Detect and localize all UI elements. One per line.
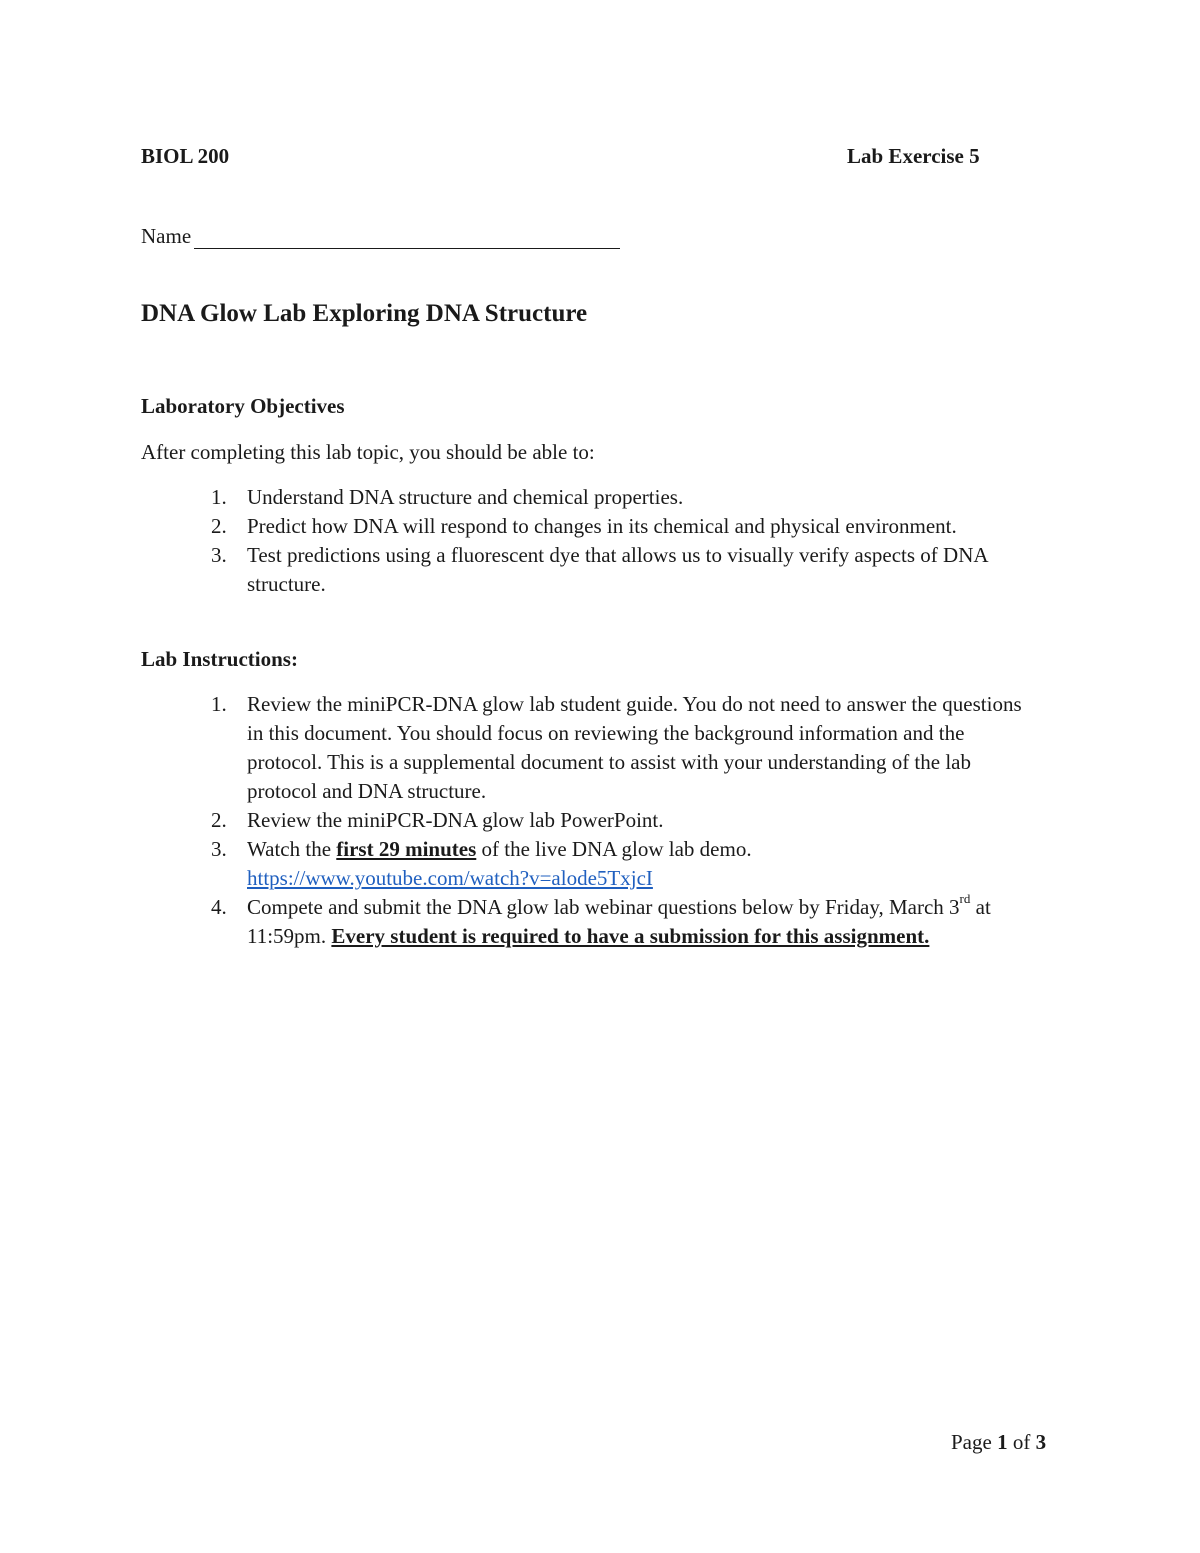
list-text-mid: at 11:59pm. bbox=[247, 895, 991, 948]
list-text-post: of the live DNA glow lab demo. bbox=[476, 837, 752, 861]
list-number: 2. bbox=[211, 514, 227, 538]
list-text: Review the miniPCR-DNA glow lab student guide. You do not need to answer the questions in this document. You should focus on reviewing the background information and the protocol. This is a supplemental document to assist with your understanding of the lab protocol and DNA structure. bbox=[247, 692, 1022, 803]
list-item bbox=[211, 483, 1031, 512]
list-number: 2. bbox=[211, 808, 227, 832]
page-label: Page bbox=[951, 1430, 992, 1454]
document-title: DNA Glow Lab Exploring DNA Structure bbox=[141, 300, 588, 327]
list-text: Understand DNA structure and chemical properties. bbox=[247, 485, 684, 509]
list-number: 3. bbox=[211, 837, 227, 861]
list-text: Predict how DNA will respond to changes in its chemical and physical environment. bbox=[247, 514, 957, 538]
emphasis-text: first 29 minutes bbox=[336, 837, 477, 861]
of-label: of bbox=[1012, 1430, 1031, 1454]
instructions-heading: Lab Instructions: bbox=[141, 647, 298, 671]
list-text-pre: Watch the bbox=[247, 837, 337, 861]
name-label: Name bbox=[141, 224, 192, 248]
lab-exercise-number: Lab Exercise 5 bbox=[847, 144, 980, 168]
list-text: Review the miniPCR-DNA glow lab PowerPoint. bbox=[247, 808, 664, 832]
youtube-demo-link[interactable]: https://www.youtube.com/watch?v=alode5TxjcI bbox=[247, 866, 653, 890]
instructions-list bbox=[211, 690, 1031, 951]
submission-requirement: Every student is required to have a submission for this assignment. bbox=[331, 924, 930, 948]
name-blank-line[interactable] bbox=[194, 228, 620, 249]
list-item bbox=[211, 690, 1031, 806]
list-number: 1. bbox=[211, 485, 227, 509]
list-item bbox=[211, 893, 1031, 951]
page-number bbox=[951, 1430, 1046, 1455]
list-item bbox=[211, 512, 1031, 541]
list-number: 4. bbox=[211, 895, 227, 919]
list-text-pre: Compete and submit the DNA glow lab webinar questions below by Friday, March 3 bbox=[247, 895, 960, 919]
course-code: BIOL 200 bbox=[141, 144, 230, 168]
objectives-heading: Laboratory Objectives bbox=[141, 394, 345, 418]
list-item bbox=[211, 835, 1031, 893]
list-number: 3. bbox=[211, 543, 227, 567]
ordinal-suffix: rd bbox=[959, 891, 971, 906]
current-page: 1 bbox=[997, 1430, 1008, 1454]
list-item bbox=[211, 806, 1031, 835]
total-pages: 3 bbox=[1035, 1430, 1047, 1454]
name-field bbox=[141, 224, 620, 249]
list-number: 1. bbox=[211, 692, 227, 716]
list-item bbox=[211, 541, 1031, 599]
objectives-list bbox=[211, 483, 1031, 599]
list-text: Test predictions using a fluorescent dye that allows us to visually verify aspects of DNA structure. bbox=[247, 543, 988, 596]
objectives-intro: After completing this lab topic, you should be able to: bbox=[141, 440, 595, 464]
